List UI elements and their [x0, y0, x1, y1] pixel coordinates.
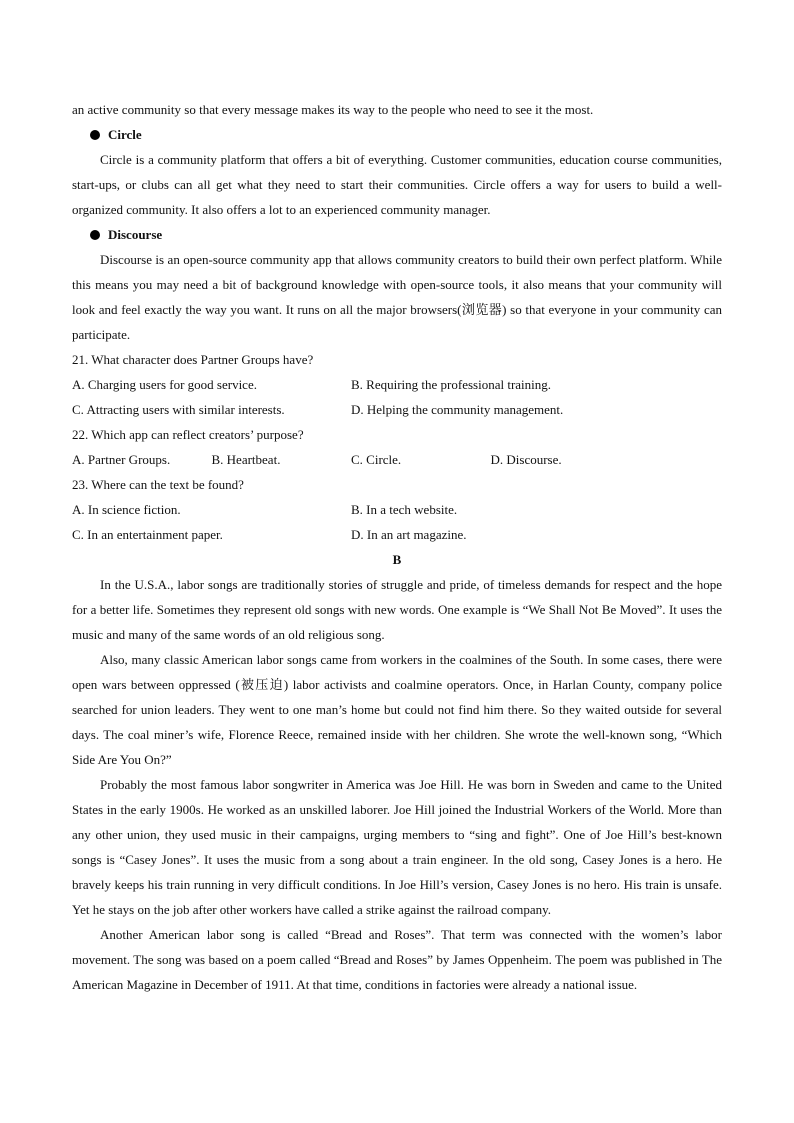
- option-a: A. In science fiction.: [72, 502, 181, 517]
- option-d: D. Discourse.: [490, 452, 562, 467]
- option-d: D. Helping the community management.: [351, 402, 564, 417]
- section-title: Discourse: [108, 227, 163, 242]
- option-b: B. In a tech website.: [351, 502, 458, 517]
- option-c: C. Circle.: [351, 452, 402, 467]
- option-a: A. Charging users for good service.: [72, 377, 257, 392]
- option-row: [72, 397, 722, 422]
- question-stem: 22. Which app can reflect creators’ purpose?: [72, 427, 304, 442]
- option-b: B. Requiring the professional training.: [351, 377, 552, 392]
- option-c: C. In an entertainment paper.: [72, 527, 223, 542]
- option-row: [72, 372, 722, 397]
- passage-paragraph: Probably the most famous labor songwriter in America was Joe Hill. He was born in Sweden and came to the United States in the early 1900s. He worked as an unskilled laborer. Joe Hill joined the Industrial Workers of the World. More than any other union, they used music in their campaigns, urging members to “sing and fight”. One of Joe Hill’s best-known songs is “Casey Jones”. It uses the music from a song about a train engineer. In the old song, Casey Jones is a hero. He bravely keeps his train running in very difficult conditions. In Joe Hill’s version, Casey Jones is no hero. His train is unsafe. Yet he stays on the job after other workers have called a strike against the railroad company.: [72, 777, 722, 917]
- section-body-circle: Circle is a community platform that offers a bit of everything. Customer communities, education course communities, start-ups, or clubs can all get what they need to start their communities. Circle offers a way for users to build a well-organized community. It also offers a lot to an experienced community manager.: [72, 152, 722, 217]
- bullet-icon: [90, 130, 100, 140]
- section-heading-circle: [72, 122, 722, 147]
- document-page: [72, 97, 722, 997]
- option-row: [72, 497, 722, 522]
- passage-paragraph: Another American labor song is called “Bread and Roses”. That term was connected with the women’s labor movement. The song was based on a poem called “Bread and Roses” by James Oppenheim. The poem was published in The American Magazine in December of 1911. At that time, conditions in factories were already a national issue.: [72, 927, 722, 992]
- option-a: A. Partner Groups.: [72, 452, 171, 467]
- question-stem: 21. What character does Partner Groups have?: [72, 352, 314, 367]
- option-c: C. Attracting users with similar interests.: [72, 402, 285, 417]
- bullet-icon: [90, 230, 100, 240]
- question-stem: 23. Where can the text be found?: [72, 477, 244, 492]
- section-heading-discourse: [72, 222, 722, 247]
- option-b: B. Heartbeat.: [211, 452, 281, 467]
- section-body-discourse: Discourse is an open-source community app that allows community creators to build their own perfect platform. While this means you may need a bit of background knowledge with open-source tools, it also means that your community will look and feel exactly the way you want. It runs on all the major browsers(浏览器) so that everyone in your community can participate.: [72, 252, 722, 342]
- option-row: [72, 522, 722, 547]
- passage-paragraph: In the U.S.A., labor songs are traditionally stories of struggle and pride, of timeless demands for respect and the hope for a better life. Sometimes they represent old songs with new words. One example is “We Shall Not Be Moved”. It uses the music and many of the same words of an old religious song.: [72, 577, 722, 642]
- passage-paragraph: Also, many classic American labor songs came from workers in the coalmines of the South. In some cases, there were open wars between oppressed (被压迫) labor activists and coalmine operators. Once, in Harlan County, company police searched for union leaders. They went to one man’s home but could not find him there. So they waited outside for several days. The coal miner’s wife, Florence Reece, remained inside with her children. She wrote the well-known song, “Which Side Are You On?”: [72, 652, 722, 767]
- intro-continuation: an active community so that every message makes its way to the people who need to see it the most.: [72, 102, 594, 117]
- option-row: [72, 447, 722, 472]
- section-title: Circle: [108, 127, 142, 142]
- option-d: D. In an art magazine.: [351, 527, 467, 542]
- passage-letter: B: [392, 552, 402, 567]
